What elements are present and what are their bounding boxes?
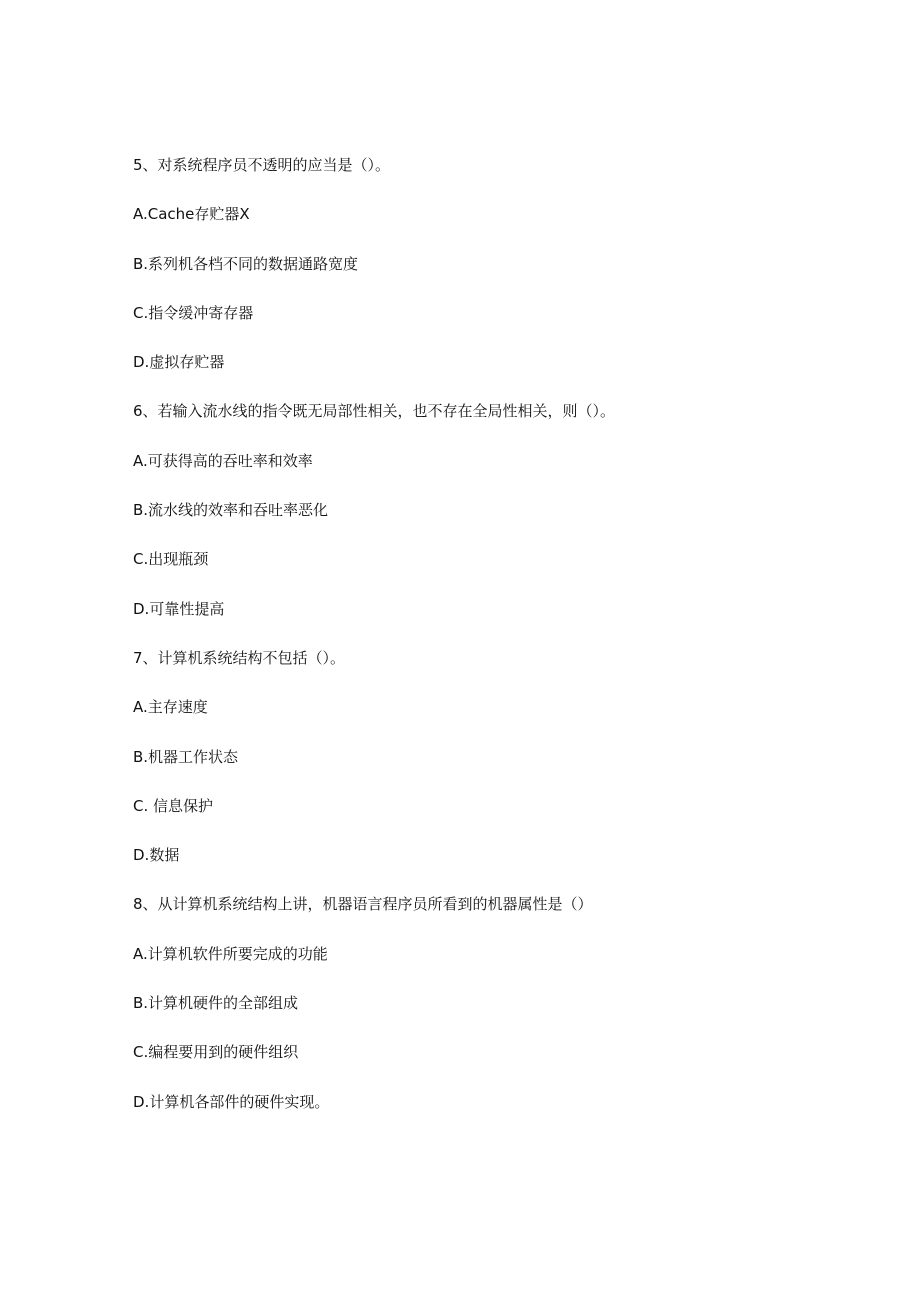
- answer-option: D.数据: [133, 846, 180, 865]
- answer-option: A.Cache存贮器X: [133, 205, 250, 224]
- answer-option: B.流水线的效率和吞吐率恶化: [133, 501, 329, 520]
- answer-option: C.出现瓶颈: [133, 550, 209, 569]
- answer-option: B.机器工作状态: [133, 747, 239, 766]
- answer-option: D.虚拟存贮器: [133, 353, 225, 372]
- question-stem: 7、计算机系统结构不包括（）。: [133, 648, 346, 667]
- answer-option: C.编程要用到的硬件组织: [133, 1043, 299, 1062]
- answer-option: D.可靠性提高: [133, 599, 225, 618]
- answer-option: A.可获得高的吞吐率和效率: [133, 451, 313, 470]
- answer-option: A.主存速度: [133, 698, 208, 717]
- question-stem: 8、从计算机系统结构上讲，机器语言程序员所看到的机器属性是（）: [133, 895, 593, 914]
- answer-option: D.计算机各部件的硬件实现。: [133, 1092, 330, 1111]
- answer-option: C.指令缓冲寄存器: [133, 303, 254, 322]
- question-stem: 6、若输入流水线的指令既无局部性相关，也不存在全局性相关，则（）。: [133, 402, 616, 421]
- question-stem: 5、对系统程序员不透明的应当是（）。: [133, 156, 391, 174]
- question-list: [133, 153, 873, 1139]
- answer-option: B.系列机各档不同的数据通路宽度: [133, 254, 359, 273]
- answer-option: B.计算机硬件的全部组成: [133, 994, 299, 1013]
- answer-option: C. 信息保护: [133, 796, 214, 815]
- answer-option: A.计算机软件所要完成的功能: [133, 944, 328, 963]
